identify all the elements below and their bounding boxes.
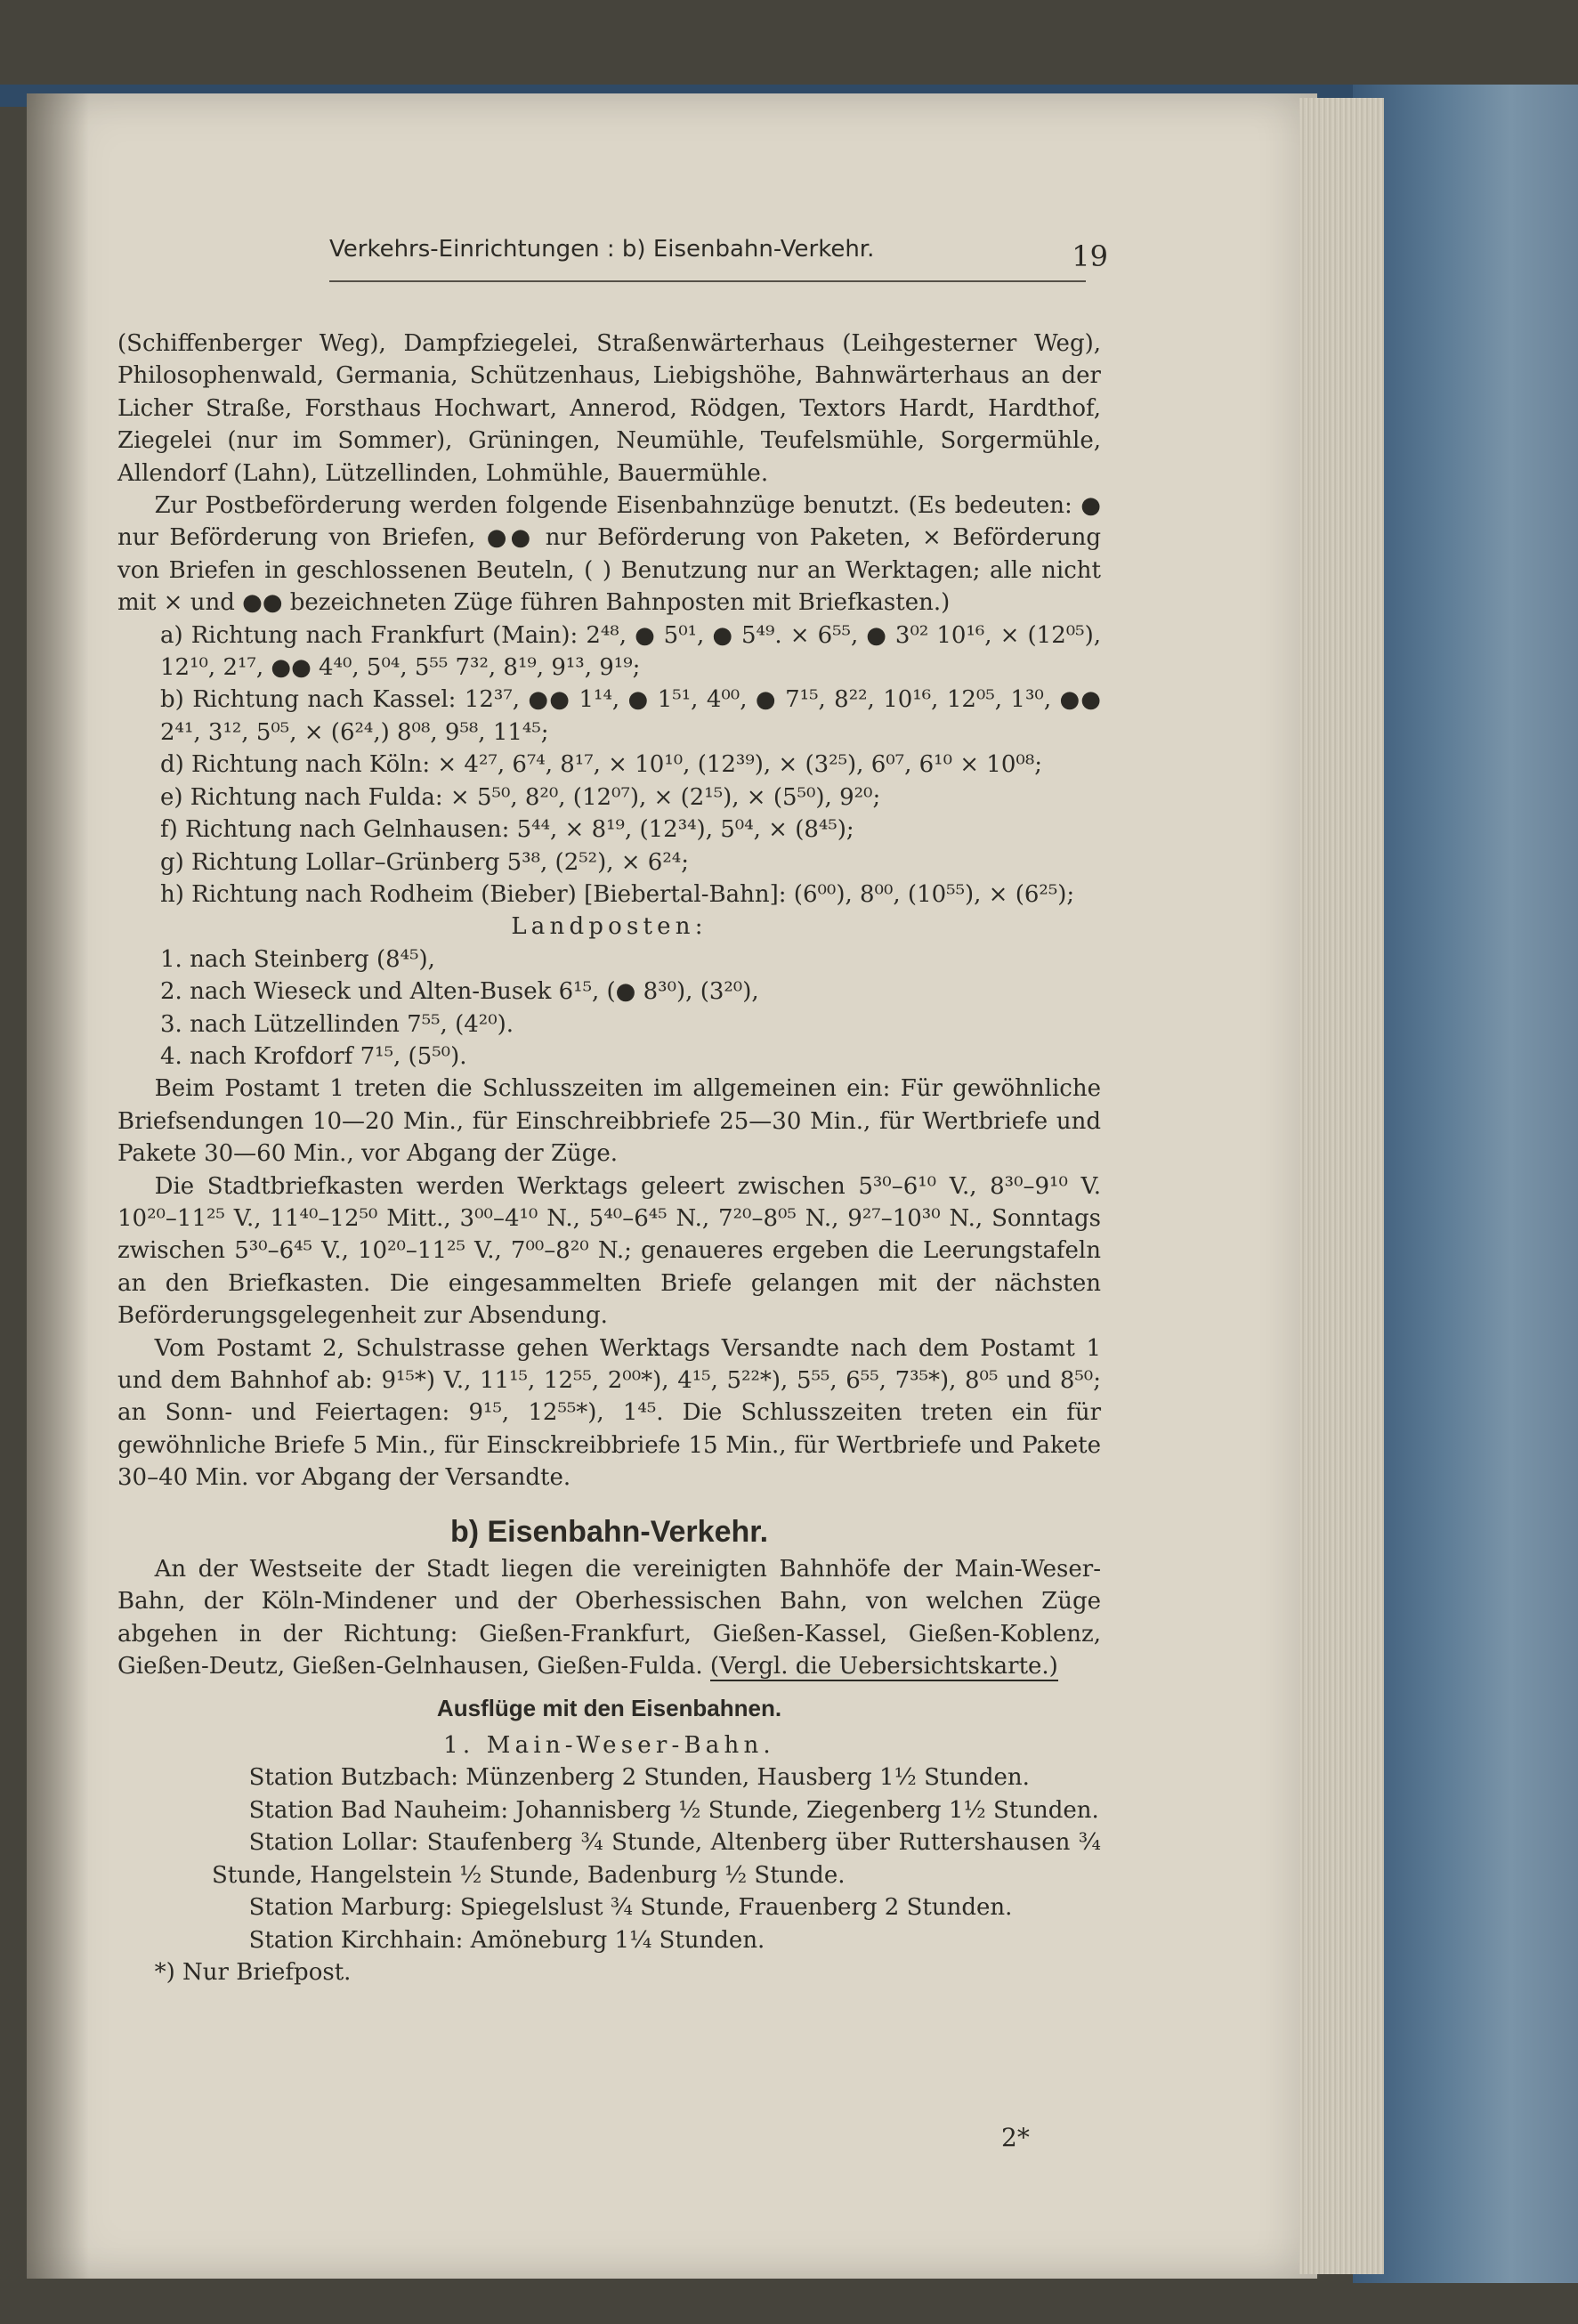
section-text: An der Westseite der Stadt liegen die vereinigten Bahnhöfe der Main-Weser-Bahn, der Köln-Mindener und der Oberhessischen Bahn, von welchen Züge abgehen in der Richtung: Gießen-Frankfurt, Gießen-Kassel, Gießen-Koblenz, Gießen-Deutz, Gießen-Gelnhausen, Gießen-Fulda. xyxy=(117,1556,1101,1680)
header-rule xyxy=(329,280,1086,282)
section-paragraph xyxy=(117,1553,1101,1683)
page-number: 19 xyxy=(1072,239,1108,273)
landpost-item: 4. nach Krofdorf 7¹⁵, (5⁵⁰). xyxy=(160,1042,467,1070)
paragraph: (Schiffenberger Weg), Dampfziegelei, Straßenwärterhaus (Leihgesterner Weg), Philosophenwald, Germania, Schützenhaus, Liebigshöhe, Bahnwärterhaus an der Licher Straße, Forsthaus Hochwart, Annerod, Rödgen, Textors Hardt, Hardthof, Ziegelei (nur im Sommer), Grüningen, Neumühle, Teufelsmühle, Sorgermühle, Allendorf (Lahn), Lützellinden, Lohmühle, Bauermühle. xyxy=(117,330,1101,487)
spine-shadow xyxy=(27,93,89,2279)
route-item: d) Richtung nach Köln: × 4²⁷, 6⁷⁴, 8¹⁷, × 10¹⁰, (12³⁹), × (3²⁵), 6⁰⁷, 6¹⁰ × 10⁰⁸; xyxy=(160,751,1042,779)
page-edges xyxy=(1299,98,1384,2274)
station-item: Station Kirchhain: Amöneburg 1¼ Stunden. xyxy=(248,1926,765,1954)
paragraph: Zur Postbeförderung werden folgende Eisenbahnzüge benutzt. (Es bedeuten: ● nur Beförderung von Briefen, ●● nur Beförderung von Paketen, × Beförderung von Briefen in geschlossenen Beuteln, ( ) Benutzung nur an Werktagen; alle nicht mit × und ●● bezeichneten Züge führen Bahnposten mit Briefkasten.) xyxy=(117,492,1101,617)
route-item: a) Richtung nach Frankfurt (Main): 2⁴⁸, ● 5⁰¹, ● 5⁴⁹. × 6⁵⁵, ● 3⁰² 10¹⁶, × (12⁰⁵), 12¹⁰, 2¹⁷, ●● 4⁴⁰, 5⁰⁴, 5⁵⁵ 7³², 8¹⁹, 9¹³, 9¹⁹; xyxy=(160,621,1101,682)
footnote: *) Nur Briefpost. xyxy=(154,1958,352,1986)
station-item: Station Marburg: Spiegelslust ¾ Stunde, Frauenberg 2 Stunden. xyxy=(248,1894,1013,1922)
signature-mark: 2* xyxy=(1001,2123,1030,2152)
station-item: Station Bad Nauheim: Johannisberg ½ Stunde, Ziegenberg 1½ Stunden. xyxy=(248,1796,1099,1824)
station-item: Station Butzbach: Münzenberg 2 Stunden, Hausberg 1½ Stunden. xyxy=(248,1764,1030,1792)
paragraph: Die Stadtbriefkasten werden Werktags geleert zwischen 5³⁰–6¹⁰ V., 8³⁰–9¹⁰ V. 10²⁰–11²⁵ V., 11⁴⁰–12⁵⁰ Mitt., 3⁰⁰–4¹⁰ N., 5⁴⁰–6⁴⁵ N., 7²⁰–8⁰⁵ N., 9²⁷–10³⁰ N., Sonntags zwischen 5³⁰–6⁴⁵ V., 10²⁰–11²⁵ V., 7⁰⁰–8²⁰ N.; genaueres ergeben die Leerungstafeln an den Briefkasten. Die eingesammelten Briefe gelangen mit der nächsten Beförderungsgelegenheit zur Absendung. xyxy=(117,1172,1101,1330)
section-heading: b) Eisenbahn-Verkehr. xyxy=(449,1514,769,1549)
excursions-heading: Ausflüge mit den Eisenbahnen. xyxy=(436,1694,782,1721)
paragraph: Beim Postamt 1 treten die Schlusszeiten im allgemeinen ein: Für gewöhnliche Briefsendungen 10—20 Min., für Einschreibbriefe 25—30 Min., für Wertbriefe und Pakete 30—60 Min., vor Abgang der Züge. xyxy=(117,1075,1101,1168)
route-item: e) Richtung nach Fulda: × 5⁵⁰, 8²⁰, (12⁰⁷), × (2¹⁵), × (5⁵⁰), 9²⁰; xyxy=(160,783,881,811)
book-cover-right xyxy=(1353,85,1578,2283)
paragraph: Vom Postamt 2, Schulstrasse gehen Werktags Versandte nach dem Postamt 1 und dem Bahnhof ab: 9¹⁵*) V., 11¹⁵, 12⁵⁵, 2⁰⁰*), 4¹⁵, 5²²*), 5⁵⁵, 6⁵⁵, 7³⁵*), 8⁰⁵ und 8⁵⁰; an Sonn- und Feiertagen: 9¹⁵, 12⁵⁵*), 1⁴⁵. Die Schlusszeiten treten ein für gewöhnliche Briefe 5 Min., für Einsckreibbriefe 15 Min., für Wertbriefe und Pakete 30–40 Min. vor Abgang der Versandte. xyxy=(117,1334,1101,1492)
excursions-subheading: 1. Main-Weser-Bahn. xyxy=(443,1732,775,1760)
page-body xyxy=(117,328,1101,1988)
route-item: b) Richtung nach Kassel: 12³⁷, ●● 1¹⁴, ● 1⁵¹, 4⁰⁰, ● 7¹⁵, 8²², 10¹⁶, 12⁰⁵, 1³⁰, ●● 2⁴¹, 3¹², 5⁰⁵, × (6²⁴,) 8⁰⁸, 9⁵⁸, 11⁴⁵; xyxy=(160,686,1101,746)
route-item: f) Richtung nach Gelnhausen: 5⁴⁴, × 8¹⁹, (12³⁴), 5⁰⁴, × (8⁴⁵); xyxy=(160,816,854,844)
landpost-item: 1. nach Steinberg (8⁴⁵), xyxy=(160,945,435,973)
route-item: g) Richtung Lollar–Grünberg 5³⁸, (2⁵²), × 6²⁴; xyxy=(160,848,689,876)
running-head: Verkehrs-Einrichtungen : b) Eisenbahn-Verkehr. xyxy=(329,236,875,263)
landpost-item: 2. nach Wieseck und Alten-Busek 6¹⁵, (● 8³⁰), (3²⁰), xyxy=(160,978,759,1006)
map-reference: (Vergl. die Uebersichtskarte.) xyxy=(709,1653,1058,1680)
landpost-item: 3. nach Lützellinden 7⁵⁵, (4²⁰). xyxy=(160,1010,514,1038)
landposten-title: Landposten: xyxy=(511,913,708,941)
station-item: Station Lollar: Staufenberg ¾ Stunde, Altenberg über Ruttershausen ¾ Stunde, Hangelstein ½ Stunde, Badenburg ½ Stunde. xyxy=(212,1829,1101,1889)
route-item: h) Richtung nach Rodheim (Bieber) [Biebertal-Bahn]: (6⁰⁰), 8⁰⁰, (10⁵⁵), × (6²⁵); xyxy=(160,880,1075,908)
